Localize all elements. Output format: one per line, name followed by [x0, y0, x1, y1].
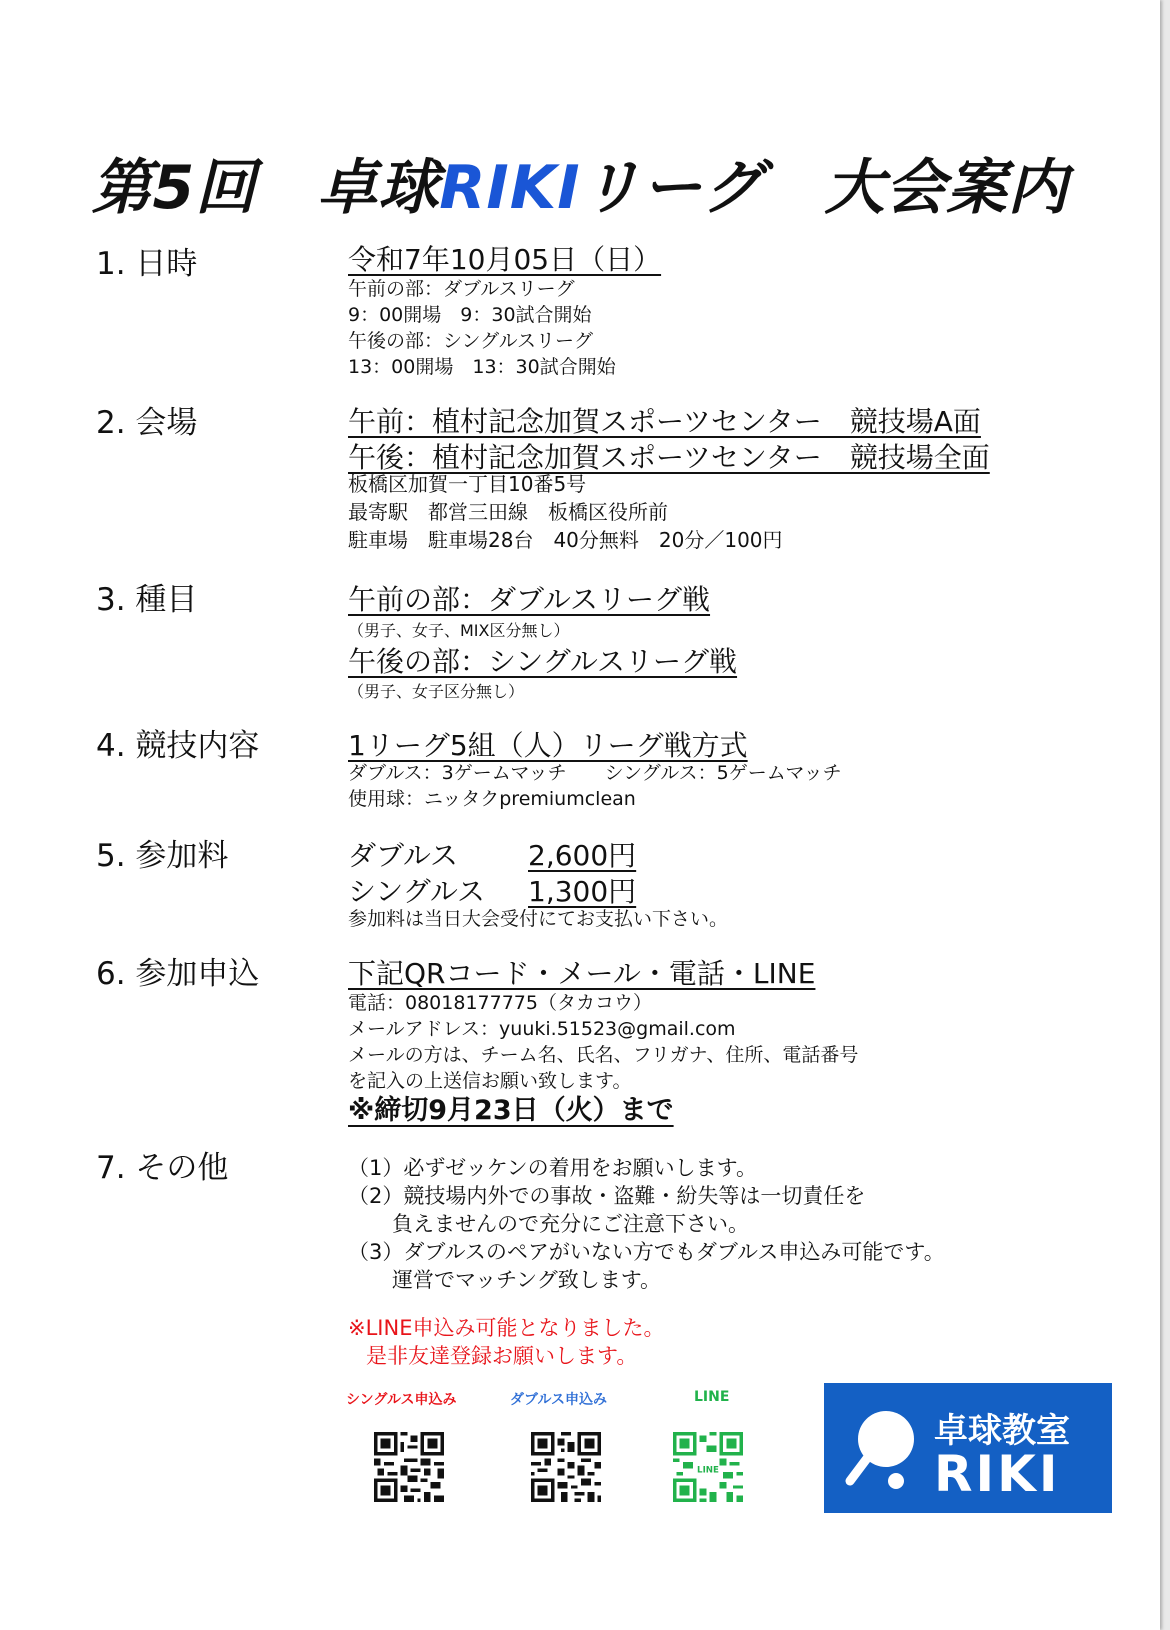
venue-info: [348, 470, 783, 554]
line-notice-line: ※LINE申込み可能となりました。: [348, 1316, 665, 1340]
title-riki: RIKI: [439, 153, 581, 223]
fee-note: 参加料は当日大会受付にてお支払い下さい。: [348, 908, 729, 930]
section-heading-fee: 5. 参加料: [96, 838, 229, 874]
event-date: 令和7年10月05日（日）: [348, 243, 662, 276]
fee-singles-label: シングルス: [348, 875, 486, 908]
application-methods: 下記QRコード・メール・電話・LINE: [348, 957, 816, 990]
fee-doubles-label: ダブルス: [348, 839, 459, 872]
venue-address: 板橋区加賀一丁目10番5号: [348, 472, 587, 496]
event-pm-note: （男子、女子区分無し）: [348, 682, 525, 701]
contact-phone: 電話：08018177775（タカコウ）: [348, 992, 652, 1014]
page-title: [0, 140, 1160, 226]
qr-code-singles[interactable]: [374, 1432, 444, 1502]
section-heading-events: 3. 種目: [96, 582, 198, 618]
qr-label-line: LINE: [694, 1389, 730, 1405]
line-notice-line: 是非友達登録お願いします。: [366, 1344, 638, 1368]
note-item: （2）競技場内外での事故・盗難・紛失等は一切責任を: [348, 1184, 866, 1208]
venue-pm: 午後：植村記念加賀スポーツセンター 競技場全面: [348, 441, 990, 474]
section-heading-other: 7. その他: [96, 1150, 229, 1186]
email-instructions: を記入の上送信お願い致します。: [348, 1070, 632, 1092]
section-heading-application: 6. 参加申込: [96, 956, 260, 992]
fee-singles: [348, 870, 636, 910]
schedule-list: [348, 276, 616, 380]
format-ball: 使用球：ニッタクpremiumclean: [348, 788, 636, 810]
paddle-icon: [824, 1383, 934, 1513]
format-info: [348, 760, 842, 812]
format-match: ダブルス：3ゲームマッチ シングルス：5ゲームマッチ: [348, 762, 842, 784]
schedule-line: 13：00開場 13：30試合開始: [348, 356, 616, 378]
format-main: 1リーグ5組（人）リーグ戦方式: [348, 729, 748, 762]
qr-code-line[interactable]: [673, 1432, 743, 1502]
section-heading-datetime: 1. 日時: [96, 246, 198, 282]
note-item: 運営でマッチング致します。: [392, 1268, 662, 1292]
section-heading-format: 4. 競技内容: [96, 728, 260, 764]
note-item: 負えませんので充分にご注意下さい。: [392, 1212, 749, 1236]
schedule-line: 午後の部：シングルスリーグ: [348, 330, 594, 352]
deadline: ※締切9月23日（火）まで: [348, 1095, 674, 1126]
fee-singles-amount: 1,300円: [528, 875, 637, 908]
venue-station: 最寄駅 都営三田線 板橋区役所前: [348, 500, 668, 524]
note-item: （1）必ずゼッケンの着用をお願いします。: [348, 1156, 757, 1180]
schedule-line: 9：00開場 9：30試合開始: [348, 304, 592, 326]
application-info: [348, 990, 858, 1094]
riki-logo: [824, 1383, 1112, 1513]
event-am: 午前の部：ダブルスリーグ戦: [348, 583, 711, 616]
line-notice: [348, 1314, 664, 1370]
logo-riki: RIKI: [934, 1445, 1061, 1503]
fee-doubles: [348, 834, 636, 874]
venue-am: 午前：植村記念加賀スポーツセンター 競技場A面: [348, 405, 981, 438]
title-part1: 第5回 卓球: [91, 153, 440, 223]
logo-school-name: 卓球教室: [934, 1411, 1070, 1451]
qr-code-doubles[interactable]: [531, 1432, 601, 1502]
qr-label-singles: シングルス申込み: [346, 1392, 457, 1408]
email-instructions: メールの方は、チーム名、氏名、フリガナ、住所、電話番号: [348, 1044, 859, 1066]
venue-parking: 駐車場 駐車場28台 40分無料 20分／100円: [348, 528, 783, 552]
contact-email: メールアドレス：yuuki.51523@gmail.com: [348, 1018, 736, 1040]
other-notes: [348, 1154, 945, 1294]
schedule-line: 午前の部：ダブルスリーグ: [348, 278, 575, 300]
fee-doubles-amount: 2,600円: [528, 839, 637, 872]
section-heading-venue: 2. 会場: [96, 405, 198, 441]
line-badge: LINE: [697, 1465, 719, 1476]
event-pm: 午後の部：シングルスリーグ戦: [348, 645, 738, 678]
event-am-note: （男子、女子、MIX区分無し）: [348, 621, 570, 640]
title-part3: リーグ 大会案内: [580, 153, 1069, 223]
qr-label-doubles: ダブルス申込み: [510, 1392, 608, 1408]
note-item: （3）ダブルスのペアがいない方でもダブルス申込み可能です。: [348, 1240, 945, 1264]
